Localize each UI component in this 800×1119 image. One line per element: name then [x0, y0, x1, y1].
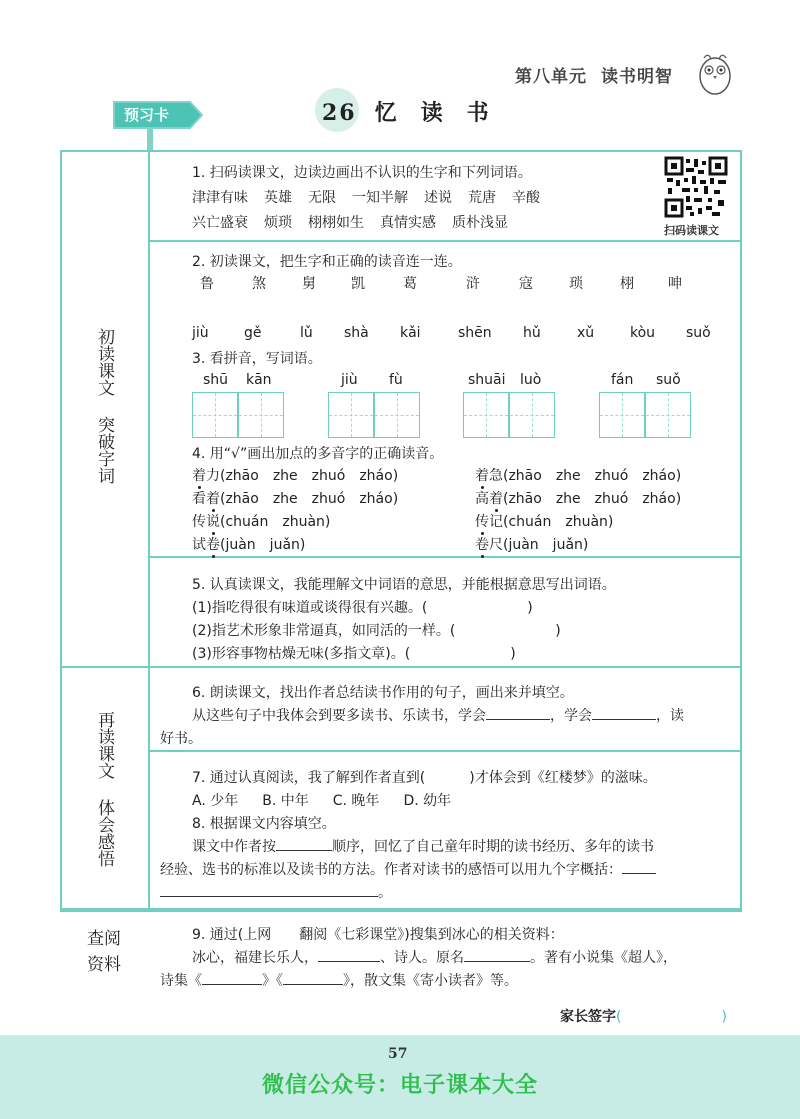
vocab-word: 烦琐 — [264, 215, 292, 231]
pinyin-item: shà — [344, 325, 369, 341]
vocab-word: 真情实感 — [380, 215, 436, 231]
pinyin-label: fù — [389, 372, 403, 388]
option-d[interactable]: D. 幼年 — [403, 793, 452, 809]
option-a[interactable]: A. 少年 — [192, 793, 239, 809]
question-9: 9. 通过(上网 翻阅《七彩课堂》)搜集到冰心的相关资料： — [192, 927, 564, 943]
pinyin-item: gě — [244, 325, 262, 341]
section-label-research — [80, 926, 128, 978]
q9-text: 》《 — [262, 973, 283, 989]
q5-item-close: ) — [510, 646, 516, 662]
vocab-word: 英雄 — [264, 190, 292, 206]
vocab-word: 栩栩如生 — [308, 215, 364, 231]
q4-item — [192, 488, 398, 508]
q5-item — [192, 597, 533, 617]
dotted-char: 着 — [475, 468, 489, 484]
pinyin-label: shuāi — [468, 372, 506, 388]
writing-grid-box[interactable] — [509, 392, 555, 438]
q9-text: 、诗人。原名 — [380, 950, 464, 966]
title-char: 读 — [420, 101, 445, 126]
dotted-char: 卷 — [206, 537, 220, 553]
q5-item-text: (2)指艺术形象非常逼真，如同活的一样。( — [192, 623, 456, 639]
vocab-word: 兴亡盛衰 — [192, 215, 248, 231]
pinyin-label: kān — [246, 372, 272, 388]
row-divider — [148, 556, 742, 558]
q4-options[interactable]: (juàn juǎn) — [503, 537, 589, 553]
dotted-char: 传 — [475, 514, 489, 530]
option-b[interactable]: B. 中年 — [262, 793, 309, 809]
q9-text: 》，散文集《寄小读者》等。 — [343, 973, 518, 989]
q8-text: 经验、选书的标准以及读书的方法。作者对读书的感悟可以用九个字概括： — [160, 862, 622, 878]
unit-header — [515, 62, 673, 87]
question-8: 8. 根据课文内容填空。 — [192, 816, 336, 832]
q5-item-text: (1)指吃得很有味道或谈得很有兴趣。( — [192, 600, 428, 616]
q4-text: 试 — [192, 537, 206, 553]
writing-grid-box[interactable] — [238, 392, 284, 438]
section-label-text: 查阅资料 — [87, 929, 121, 975]
char-item: 寇 — [519, 276, 533, 292]
vocab-word: 述说 — [424, 190, 452, 206]
q4-text: 力 — [206, 468, 220, 484]
row-divider — [148, 240, 742, 242]
fill-blank[interactable] — [202, 971, 262, 985]
q6-text: 从这些句子中我体会到要多读书、乐读书，学会 — [192, 708, 486, 724]
q8-fill-line — [192, 836, 654, 856]
q4-item — [475, 488, 681, 508]
q8-text: 课文中作者按 — [192, 839, 276, 855]
fill-blank[interactable] — [592, 706, 656, 720]
section-label-first-reading — [92, 316, 116, 496]
title-char: 书 — [466, 101, 491, 126]
writing-grid-box[interactable] — [192, 392, 238, 438]
char-item: 琐 — [569, 276, 583, 292]
fill-blank[interactable] — [276, 837, 332, 851]
q6-fill-line — [192, 705, 684, 725]
pinyin-item: kǎi — [400, 325, 421, 341]
vocab-word: 一知半解 — [352, 190, 408, 206]
section-label-text: 再读课文 体会感悟 — [94, 711, 114, 867]
question-3: 3. 看拼音，写词语。 — [192, 351, 322, 367]
question-2: 2. 初读课文，把生字和正确的读音连一连。 — [192, 254, 462, 270]
char-item: 呻 — [668, 276, 682, 292]
q8-fill-line-3 — [160, 882, 392, 902]
pinyin-label: fán — [611, 372, 634, 388]
char-item: 煞 — [252, 276, 266, 292]
fill-blank[interactable] — [486, 706, 550, 720]
q6-fill-line-2: 好书。 — [160, 731, 202, 747]
section-label-second-reading — [92, 694, 116, 884]
writing-grid-box[interactable] — [328, 392, 374, 438]
q4-item — [192, 465, 398, 485]
preview-card-label: 预习卡 — [124, 106, 170, 124]
fill-blank[interactable] — [318, 948, 380, 962]
pinyin-label: suǒ — [656, 372, 681, 388]
dotted-char: 着 — [192, 468, 206, 484]
page-number: 57 — [388, 1046, 408, 1062]
pinyin-item: hǔ — [523, 325, 541, 341]
q4-options[interactable]: (zhāo zhe zhuó zháo) — [220, 491, 399, 507]
q5-item — [192, 643, 516, 663]
char-item: 葛 — [403, 276, 417, 292]
q4-text: 记 — [489, 514, 503, 530]
q4-text: 传 — [192, 514, 206, 530]
q4-options[interactable]: (chuán zhuàn) — [220, 514, 331, 530]
writing-grid-box[interactable] — [463, 392, 509, 438]
vocab-word: 质朴浅显 — [452, 215, 508, 231]
question-4: 4. 用“√”画出加点的多音字的正确读音。 — [192, 446, 444, 462]
pinyin-item: jiù — [192, 325, 209, 341]
section-divider — [60, 908, 742, 910]
q4-options[interactable]: (zhāo zhe zhuó zháo) — [503, 468, 682, 484]
q4-item — [192, 511, 330, 531]
pinyin-label: jiù — [341, 372, 358, 388]
vocab-word: 辛酸 — [512, 190, 540, 206]
section-label-text: 初读课文 突破字词 — [94, 328, 114, 484]
q4-item — [475, 511, 613, 531]
char-item: 凯 — [351, 276, 365, 292]
fill-blank[interactable] — [160, 883, 378, 897]
pinyin-item: kòu — [630, 325, 656, 341]
q5-item-text: (3)形容事物枯燥无味(多指文章)。( — [192, 646, 411, 662]
char-item: 浒 — [466, 276, 480, 292]
dotted-char: 着 — [489, 491, 503, 507]
q4-text: 急 — [489, 468, 503, 484]
vocab-word: 荒唐 — [468, 190, 496, 206]
q1-word-row-2 — [192, 212, 524, 232]
pinyin-item: shēn — [458, 325, 492, 341]
pinyin-item: xǔ — [577, 325, 595, 341]
fill-blank[interactable] — [464, 948, 530, 962]
qr-caption: 扫码读课文 — [664, 224, 719, 237]
q5-item-close: ) — [527, 600, 533, 616]
q5-item — [192, 620, 561, 640]
q4-text: 尺 — [489, 537, 503, 553]
q1-word-row-1 — [192, 187, 556, 207]
title-char: 忆 — [374, 101, 399, 126]
q7-options — [192, 790, 451, 810]
q5-item-close: ) — [555, 623, 561, 639]
qr-code-icon[interactable] — [664, 156, 728, 218]
q4-options[interactable]: (juàn juǎn) — [220, 537, 306, 553]
q4-options[interactable]: (chuán zhuàn) — [503, 514, 614, 530]
q4-item — [475, 534, 588, 554]
q7-text: 7. 通过认真阅读，我了解到作者直到( — [192, 770, 426, 786]
q6-text: ，学会 — [550, 708, 592, 724]
q9-text: 。著有小说集《超人》， — [530, 950, 677, 966]
question-7 — [192, 767, 657, 787]
unit-theme: 读书明智 — [601, 67, 673, 87]
unit-label: 第八单元 — [515, 67, 587, 87]
signature-label: 家长签字 — [560, 1009, 616, 1025]
char-item: 鲁 — [200, 276, 214, 292]
q4-text: 看 — [192, 491, 206, 507]
option-c[interactable]: C. 晚年 — [332, 793, 380, 809]
vocab-word: 津津有味 — [192, 190, 248, 206]
fill-blank[interactable] — [283, 971, 343, 985]
question-6: 6. 朗读课文，找出作者总结读书作用的句子，画出来并填空。 — [192, 685, 574, 701]
q4-options[interactable]: (zhāo zhe zhuó zháo) — [503, 491, 682, 507]
dotted-char: 着 — [206, 491, 220, 507]
question-5: 5. 认真读课文，我能理解文中词语的意思，并能根据意思写出词语。 — [192, 577, 616, 593]
q7-text: )才体会到《红楼梦》的滋味。 — [469, 770, 657, 786]
q6-text: ，读 — [656, 708, 684, 724]
q8-fill-line-2 — [160, 859, 656, 879]
row-divider — [148, 750, 742, 752]
parent-signature — [560, 1006, 727, 1026]
section-divider — [60, 666, 742, 668]
q4-item — [192, 534, 305, 554]
writing-grid-box[interactable] — [374, 392, 420, 438]
writing-grid-box[interactable] — [645, 392, 691, 438]
writing-grid-box[interactable] — [599, 392, 645, 438]
pinyin-item: suǒ — [686, 325, 711, 341]
q9-fill-line-2 — [160, 970, 518, 990]
q9-text: 冰心，福建长乐人， — [192, 950, 318, 966]
owl-mascot-icon — [696, 48, 734, 98]
lesson-title — [322, 96, 513, 127]
question-1: 1. 扫码读课文，边读边画出不认识的生字和下列词语。 — [192, 165, 532, 181]
pinyin-item: lǔ — [300, 325, 313, 341]
tag-stick — [147, 128, 153, 150]
q9-text: 诗集《 — [160, 973, 202, 989]
pinyin-label: luò — [520, 372, 542, 388]
char-item: 舅 — [302, 276, 316, 292]
footer-watermark: 微信公众号：电子课本大全 — [261, 1073, 538, 1098]
pinyin-label: shū — [203, 372, 229, 388]
dotted-char: 说 — [206, 514, 220, 530]
q4-options[interactable]: (zhāo zhe zhuó zháo) — [220, 468, 399, 484]
q8-text: 。 — [378, 885, 392, 901]
signature-close: ) — [721, 1009, 727, 1025]
fill-blank[interactable] — [622, 860, 656, 874]
section-divider-vertical — [148, 150, 150, 912]
vocab-word: 无限 — [308, 190, 336, 206]
dotted-char: 卷 — [475, 537, 489, 553]
lesson-number: 26 — [322, 100, 357, 126]
q9-fill-line — [192, 947, 677, 967]
signature-open: ( — [616, 1009, 622, 1025]
q4-item — [475, 465, 681, 485]
q8-text: 顺序，回忆了自己童年时期的读书经历、多年的读书 — [332, 839, 654, 855]
q4-text: 高 — [475, 491, 489, 507]
char-item: 栩 — [620, 276, 634, 292]
